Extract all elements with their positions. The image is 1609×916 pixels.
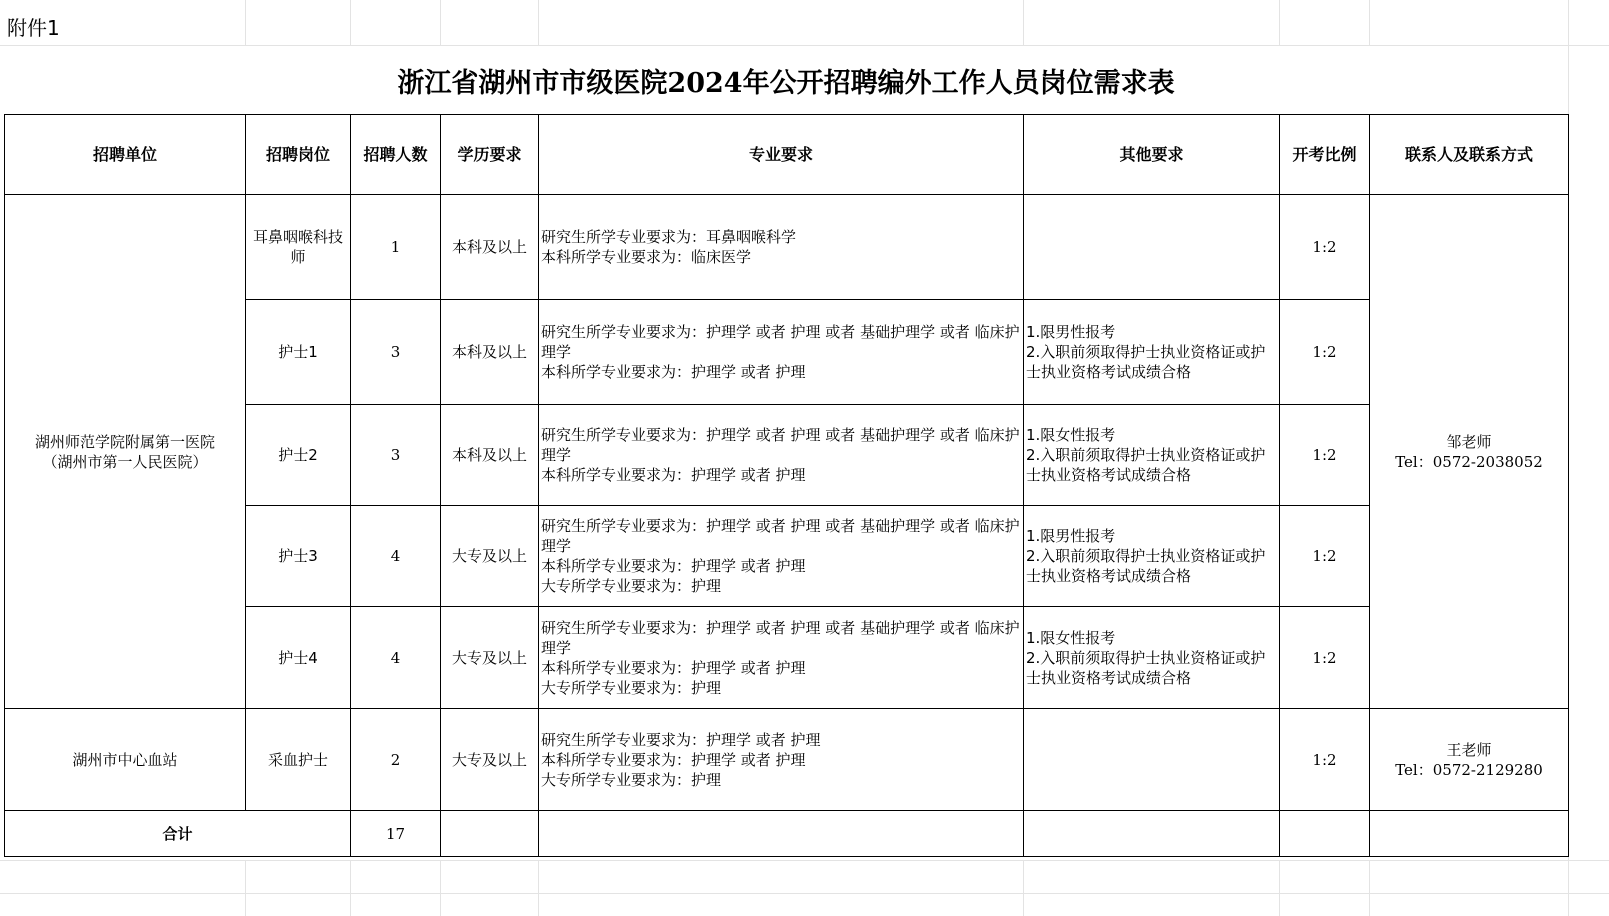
header-other: 其他要求	[1024, 115, 1280, 195]
other-cell: 1.限女性报考 2.入职前须取得护士执业资格证或护士执业资格考试成绩合格	[1024, 607, 1280, 709]
major-cell: 研究生所学专业要求为：护理学 或者 护理 或者 基础护理学 或者 临床护理学 本科所学专业要求为：护理学 或者 护理	[539, 300, 1024, 405]
header-contact: 联系人及联系方式	[1370, 115, 1569, 195]
education-cell: 本科及以上	[441, 300, 539, 405]
ratio-cell: 1:2	[1280, 300, 1370, 405]
empty-cell	[1024, 811, 1280, 857]
header-ratio: 开考比例	[1280, 115, 1370, 195]
other-cell: 1.限女性报考 2.入职前须取得护士执业资格证或护士执业资格考试成绩合格	[1024, 405, 1280, 506]
other-cell	[1024, 709, 1280, 811]
count-cell: 3	[351, 405, 441, 506]
major-cell: 研究生所学专业要求为：护理学 或者 护理 或者 基础护理学 或者 临床护理学 本科所学专业要求为：护理学 或者 护理 大专所学专业要求为：护理	[539, 506, 1024, 607]
position-cell: 护士2	[246, 405, 351, 506]
ratio-cell: 1:2	[1280, 405, 1370, 506]
ratio-cell: 1:2	[1280, 709, 1370, 811]
total-label: 合计	[5, 811, 351, 857]
major-cell: 研究生所学专业要求为：护理学 或者 护理 本科所学专业要求为：护理学 或者 护理 大专所学专业要求为：护理	[539, 709, 1024, 811]
contact-cell: 王老师 Tel：0572-2129280	[1370, 709, 1569, 811]
empty-cell	[1280, 811, 1370, 857]
education-cell: 大专及以上	[441, 607, 539, 709]
count-cell: 2	[351, 709, 441, 811]
table-row	[5, 195, 1569, 300]
table-row	[5, 709, 1569, 811]
position-cell: 护士4	[246, 607, 351, 709]
education-cell: 大专及以上	[441, 709, 539, 811]
education-cell: 大专及以上	[441, 506, 539, 607]
other-cell: 1.限男性报考 2.入职前须取得护士执业资格证或护士执业资格考试成绩合格	[1024, 506, 1280, 607]
header-unit: 招聘单位	[5, 115, 246, 195]
major-cell: 研究生所学专业要求为：护理学 或者 护理 或者 基础护理学 或者 临床护理学 本科所学专业要求为：护理学 或者 护理	[539, 405, 1024, 506]
other-cell: 1.限男性报考 2.入职前须取得护士执业资格证或护士执业资格考试成绩合格	[1024, 300, 1280, 405]
empty-cell	[1370, 811, 1569, 857]
header-row	[5, 115, 1569, 195]
total-count: 17	[351, 811, 441, 857]
position-cell: 耳鼻咽喉科技 师	[246, 195, 351, 300]
ratio-cell: 1:2	[1280, 195, 1370, 300]
other-cell	[1024, 195, 1280, 300]
total-row	[5, 811, 1569, 857]
unit-name: 湖州市中心血站	[5, 709, 246, 811]
count-cell: 4	[351, 506, 441, 607]
attachment-label: 附件1	[7, 16, 60, 40]
contact-cell: 邹老师 Tel：0572-2038052	[1370, 195, 1569, 709]
position-cell: 护士3	[246, 506, 351, 607]
header-count: 招聘人数	[351, 115, 441, 195]
header-education: 学历要求	[441, 115, 539, 195]
position-cell: 护士1	[246, 300, 351, 405]
ratio-cell: 1:2	[1280, 506, 1370, 607]
page-title: 浙江省湖州市市级医院2024年公开招聘编外工作人员岗位需求表	[4, 46, 1568, 114]
unit-name: 湖州师范学院附属第一医院 （湖州市第一人民医院）	[5, 195, 246, 709]
education-cell: 本科及以上	[441, 195, 539, 300]
count-cell: 1	[351, 195, 441, 300]
empty-cell	[441, 811, 539, 857]
job-requirements-table	[4, 114, 1569, 857]
header-major: 专业要求	[539, 115, 1024, 195]
header-position: 招聘岗位	[246, 115, 351, 195]
position-cell: 采血护士	[246, 709, 351, 811]
education-cell: 本科及以上	[441, 405, 539, 506]
major-cell: 研究生所学专业要求为：护理学 或者 护理 或者 基础护理学 或者 临床护理学 本科所学专业要求为：护理学 或者 护理 大专所学专业要求为：护理	[539, 607, 1024, 709]
ratio-cell: 1:2	[1280, 607, 1370, 709]
count-cell: 3	[351, 300, 441, 405]
empty-cell	[539, 811, 1024, 857]
major-cell: 研究生所学专业要求为：耳鼻咽喉科学 本科所学专业要求为：临床医学	[539, 195, 1024, 300]
count-cell: 4	[351, 607, 441, 709]
